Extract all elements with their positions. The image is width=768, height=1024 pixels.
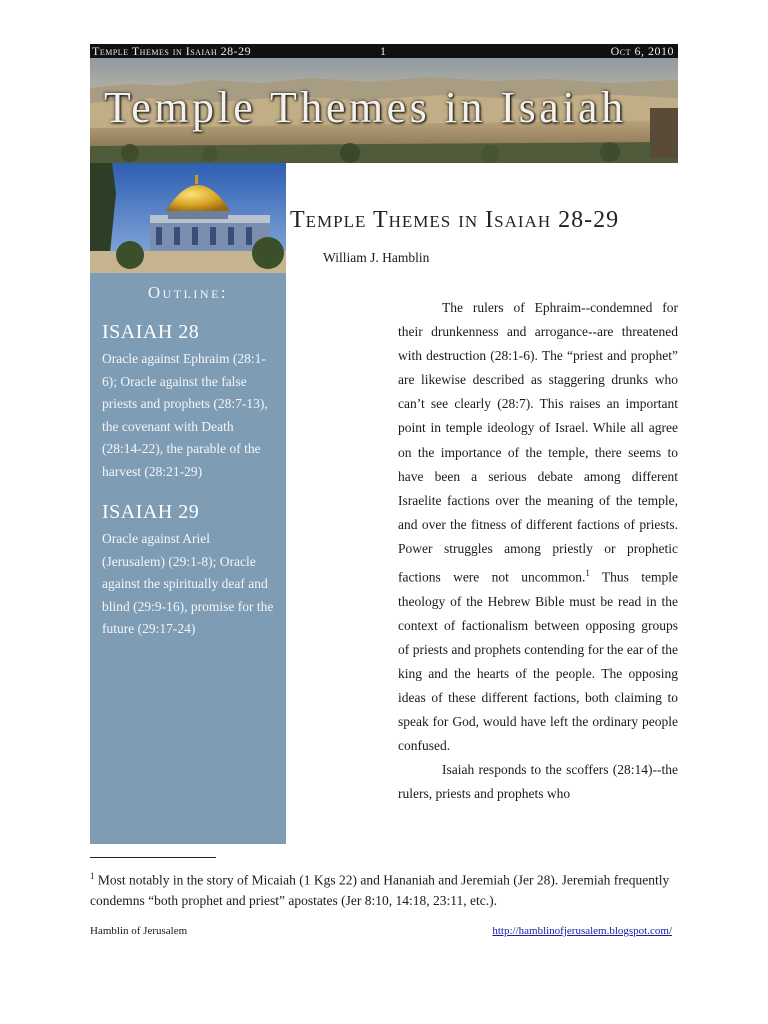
outline-section-text: Oracle against Ephraim (28:1-6); Oracle against the false priests and prophets (28:7-13), the covenant with Death (28:14-22), the parable of the harvest (28:21-29) <box>102 351 268 479</box>
footer-site-name: Hamblin of Jerusalem <box>90 925 188 937</box>
footnote-text: Most notably in the story of Micaiah (1 Kgs 22) and Hananiah and Jeremiah (Jer 28). Jeremiah frequently condemns “both prophet and priest” apostates (Jer 8:10, 14:18, 23:11, etc.). <box>90 872 670 908</box>
header-title: Temple Themes in Isaiah 28-29 <box>92 44 252 58</box>
header-page-number: 1 <box>380 44 387 58</box>
footnote-marker[interactable]: 1 <box>585 568 590 579</box>
banner-image <box>90 58 678 163</box>
outline-section-title: ISAIAH 29 <box>102 501 200 523</box>
running-header <box>90 44 678 58</box>
outline-sidebar <box>90 273 286 844</box>
header-date: Oct 6, 2010 <box>610 44 674 58</box>
dome-of-the-rock-photo <box>90 163 286 273</box>
banner-title: Temple Themes in Isaiah <box>104 83 627 132</box>
footnote <box>90 866 680 911</box>
outline-section-text: Oracle against Ariel (Jerusalem) (29:1-8); Oracle against the spiritually deaf and blind (29:9-16), promise for the future (29:17-24) <box>102 531 274 636</box>
article-body <box>398 296 678 806</box>
footer-link[interactable]: http://hamblinofjerusalem.blogspot.com/ <box>492 925 672 937</box>
dome-of-the-rock-image <box>90 163 286 273</box>
article-author: William J. Hamblin <box>323 250 430 265</box>
outline-section-title: ISAIAH 28 <box>102 321 200 343</box>
footnote-number: 1 <box>90 871 95 881</box>
body-paragraph: The rulers of Ephraim--condemned for their drunkenness and arrogance--are threatened with destruction (28:1-6). The “priest and prophet” are likewise described as staggering drunks who can’t see clearly (28:7). This raises an important point in temple ideology of Israel. While all agree on the importance of the temple, there seems to have been a serious debate among different Israelite factions over the meaning of the temple, and over the fitness of different factions of priests. Power struggles among priestly or prophetic factions were not uncommon.$^1$ Thus temple theology of the Hebrew Bible must be read in the context of factionalism between opposing groups of priests and prophets contending for the ear of the king and the hearts of the people. The opposing ideas of these different factions, both claiming to speak for God, would have left the ordinary people confused. <box>398 300 678 754</box>
outline-heading: Outline: <box>147 283 229 302</box>
article-title: Temple Themes in Isaiah 28-29 <box>290 207 620 233</box>
footnote-divider <box>90 857 216 858</box>
body-paragraph: Isaiah responds to the scoffers (28:14)--the rulers, priests and prophets who <box>398 762 678 802</box>
